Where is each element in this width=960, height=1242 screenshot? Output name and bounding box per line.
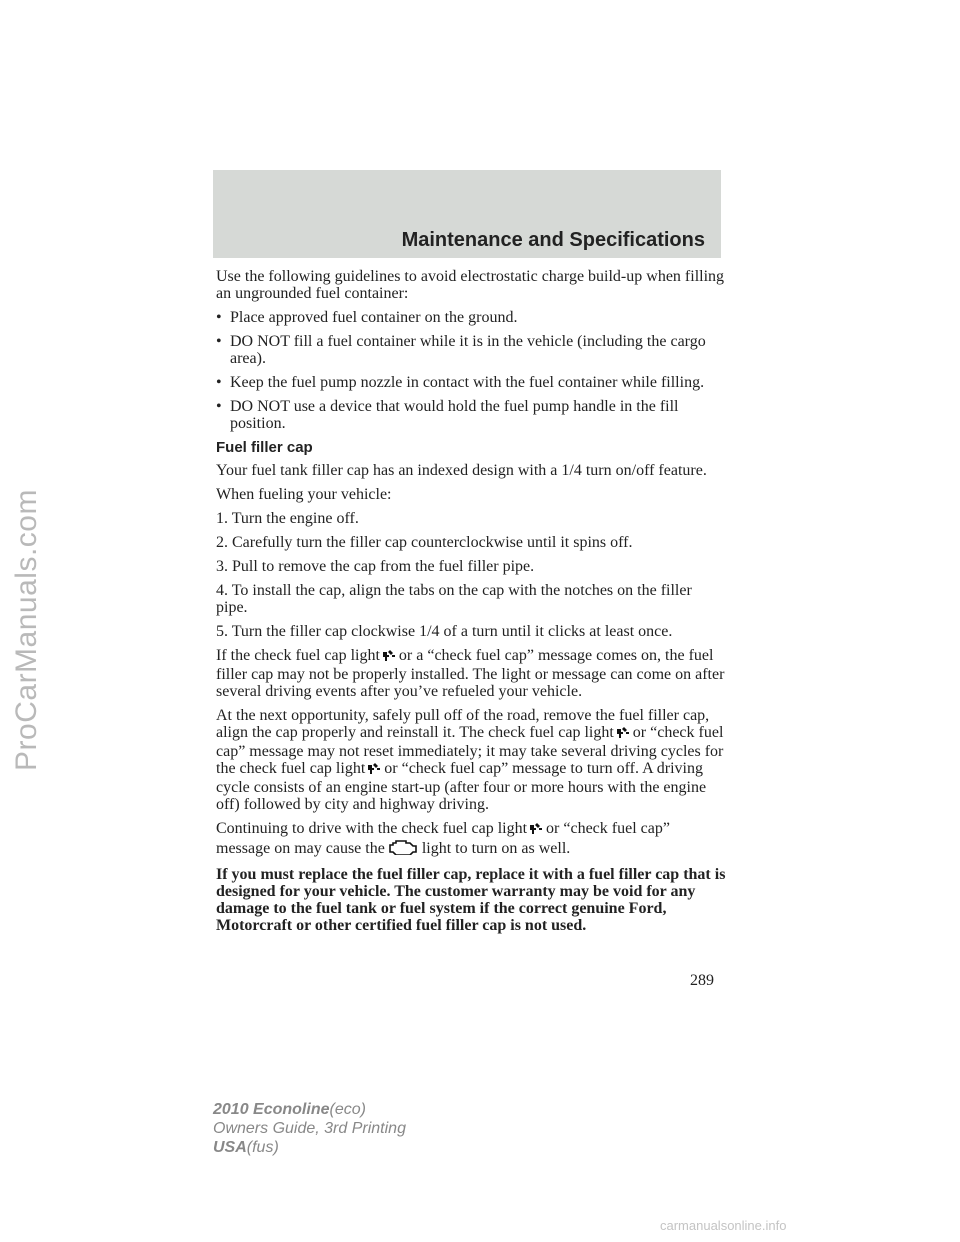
page-body [216,268,726,941]
fuel-cap-icon [616,725,630,743]
watermark-text: ProCarManuals.com [10,489,43,771]
list-item: • DO NOT use a device that would hold the fuel pump handle in the fill position. [216,398,679,432]
footer-line: Owners Guide, 3rd Printing [213,1120,406,1137]
step-item: 3. Pull to remove the cap from the fuel filler pipe. [216,558,535,575]
bullet-dot: • [216,398,222,415]
bullet-dot: • [216,333,222,350]
document-footer [213,1100,406,1157]
page-number: 289 [690,972,714,989]
when-fueling-paragraph: When fueling your vehicle: [216,486,392,503]
intro-paragraph: Use the following guidelines to avoid electrostatic charge build-up when filling an ungrounded fuel container: [216,268,725,302]
watermark [2,420,52,840]
section-heading: Fuel filler cap [216,439,313,456]
list-item: • Place approved fuel container on the ground. [216,309,518,326]
site-footer: carmanualsonline.info [660,1218,787,1233]
list-item: • DO NOT fill a fuel container while it is in the vehicle (including the cargo area). [216,333,706,367]
fuel-cap-icon [529,821,543,839]
step-item: 4. To install the cap, align the tabs on the cap with the notches on the filler pipe. [216,582,692,616]
bullet-dot: • [216,374,222,391]
fuel-cap-icon [367,761,381,779]
check-engine-icon [387,839,419,859]
check-light-paragraph: If the check fuel cap light or a “check fuel cap” message comes on, the fuel filler cap may not be properly installed. The light or message can come on after several driving events after you’ve refueled your vehicle. [216,647,725,700]
fuel-cap-icon [382,648,396,666]
section-header [213,170,721,258]
footer-line: USA(fus) [213,1139,279,1156]
step-item: 5. Turn the filler cap clockwise 1/4 of a turn until it clicks at least once. [216,623,673,640]
step-item: 2. Carefully turn the filler cap counterclockwise until it spins off. [216,534,633,551]
bullet-dot: • [216,309,222,326]
continuing-paragraph: Continuing to drive with the check fuel cap light or “check fuel cap” message on may cause the light to turn on as well. [216,820,670,857]
footer-line: 2010 Econoline(eco) [213,1101,366,1118]
warning-paragraph: If you must replace the fuel filler cap, replace it with a fuel filler cap that is designed for your vehicle. The customer warranty may be void for any damage to the fuel tank or fuel system if the correct genuine Ford, Motorcraft or other certified fuel filler cap is not used. [216,866,726,934]
step-item: 1. Turn the engine off. [216,510,359,527]
section-title: Maintenance and Specifications [401,229,705,251]
list-item: • Keep the fuel pump nozzle in contact with the fuel container while filling. [216,374,705,391]
design-paragraph: Your fuel tank filler cap has an indexed design with a 1/4 turn on/off feature. [216,462,707,479]
guidelines-list [216,309,726,432]
next-opportunity-paragraph: At the next opportunity, safely pull off of the road, remove the fuel filler cap, align the cap properly and reinstall it. The check fuel cap light or “check fuel cap” message may not reset immediately; it may take several driving cycles for the check fuel cap light or “check fuel cap” message to turn off. A driving cycle consists of an engine start-up (after four or more hours with the engine off) followed by city and highway driving. [216,707,724,813]
